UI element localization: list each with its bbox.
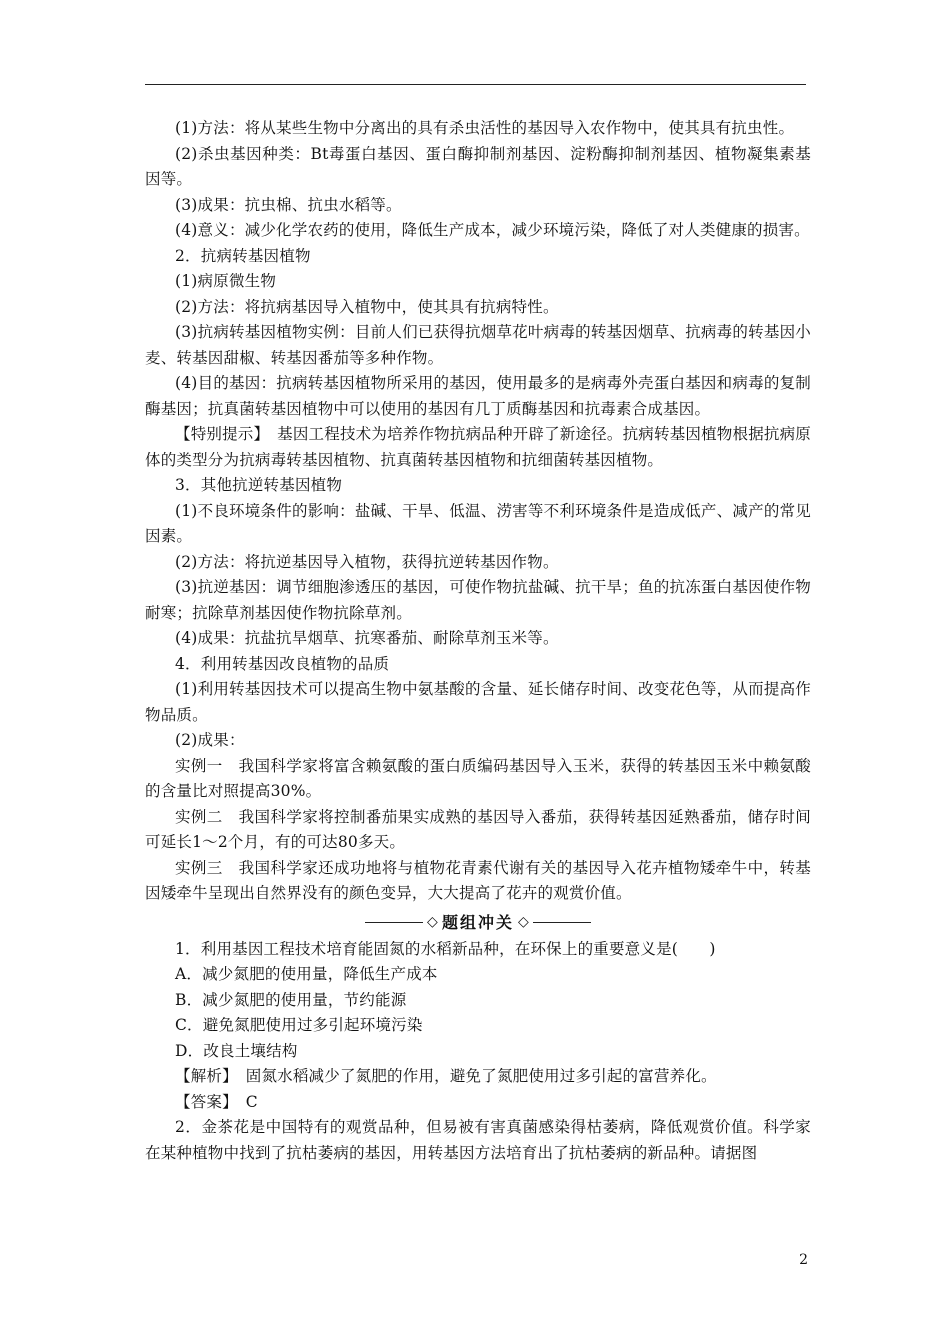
section-title: 题组冲关 (441, 912, 514, 932)
paragraph: (2)杀虫基因种类：Bt毒蛋白基因、蛋白酶抑制剂基因、淀粉酶抑制剂基因、植物凝集素基因等。 (145, 144, 811, 188)
paragraph: (4)成果：抗盐抗旱烟草、抗寒番茄、耐除草剂玉米等。 (175, 629, 559, 647)
paragraph: (2)方法：将抗病基因导入植物中，使其具有抗病特性。 (175, 297, 559, 316)
paragraph: (4)目的基因：抗病转基因植物所采用的基因，使用最多的是病毒外壳蛋白基因和病毒的复制酶基因；抗真菌转基因植物中可以使用的基因有几丁质酶基因和抗毒素合成基因。 (145, 374, 811, 418)
option-a: A．减少氮肥的使用量，降低生产成本 (175, 965, 438, 983)
divider-line-left (365, 922, 423, 923)
paragraph: (2)成果： (175, 731, 245, 749)
example-paragraph: 实例三 我国科学家还成功地将与植物花青素代谢有关的基因导入花卉植物矮牵牛中，转基因矮牵牛呈现出自然界没有的颜色变异，大大提高了花卉的观赏价值。 (145, 858, 811, 902)
option-d: D．改良土壤结构 (175, 1041, 298, 1060)
paragraph: (1)方法：将从某些生物中分离出的具有杀虫活性的基因导入农作物中，使其具有抗虫性。 (175, 119, 795, 137)
diamond-icon: ◇ (427, 913, 438, 930)
section-divider (145, 909, 811, 937)
page-body (145, 116, 811, 1166)
answer: 【答案】 C (175, 1092, 258, 1111)
paragraph: (1)病原微生物 (175, 272, 277, 290)
example-paragraph: 实例二 我国科学家将控制番茄果实成熟的基因导入番茄，获得转基因延熟番茄，储存时间可延长1～2个月，有的可达80多天。 (145, 807, 811, 851)
divider-line-right (533, 922, 591, 923)
special-tip: 【特别提示】 基因工程技术为培养作物抗病品种开辟了新途径。抗病转基因植物根据抗病原体的类型分为抗病毒转基因植物、抗真菌转基因植物和抗细菌转基因植物。 (145, 425, 811, 469)
option-c: C．避免氮肥使用过多引起环境污染 (175, 1016, 423, 1034)
heading-disease-resistant: 2．抗病转基因植物 (175, 246, 311, 265)
question-stem: 1．利用基因工程技术培育能固氮的水稻新品种，在环保上的重要意义是( ) (175, 939, 716, 958)
heading-quality-improvement: 4．利用转基因改良植物的品质 (175, 654, 390, 673)
paragraph: (3)抗逆基因：调节细胞渗透压的基因，可使作物抗盐碱、抗干旱；鱼的抗冻蛋白基因使作物耐寒；抗除草剂基因使作物抗除草剂。 (145, 578, 811, 622)
diamond-icon: ◇ (518, 913, 529, 930)
header-rule (145, 84, 806, 85)
paragraph: (3)成果：抗虫棉、抗虫水稻等。 (175, 195, 402, 214)
option-b: B．减少氮肥的使用量，节约能源 (175, 990, 407, 1009)
paragraph: (4)意义：减少化学农药的使用，降低生产成本，减少环境污染，降低了对人类健康的损害。 (175, 221, 810, 239)
paragraph: (3)抗病转基因植物实例：目前人们已获得抗烟草花叶病毒的转基因烟草、抗病毒的转基因小麦、转基因甜椒、转基因番茄等多种作物。 (145, 323, 811, 367)
paragraph: (1)不良环境条件的影响：盐碱、干旱、低温、涝害等不利环境条件是造成低产、减产的常见因素。 (145, 501, 811, 545)
example-paragraph: 实例一 我国科学家将富含赖氨酸的蛋白质编码基因导入玉米，获得的转基因玉米中赖氨酸的含量比对照提高30%。 (145, 756, 811, 800)
paragraph: (2)方法：将抗逆基因导入植物，获得抗逆转基因作物。 (175, 552, 559, 571)
page-number: 2 (799, 1252, 808, 1268)
heading-stress-resistant: 3．其他抗逆转基因植物 (175, 476, 343, 494)
paragraph: (1)利用转基因技术可以提高生物中氨基酸的含量、延长储存时间、改变花色等，从而提高作物品质。 (145, 680, 811, 724)
analysis: 【解析】 固氮水稻减少了氮肥的作用，避免了氮肥使用过多引起的富营养化。 (175, 1067, 717, 1085)
question-stem: 2．金茶花是中国特有的观赏品种，但易被有害真菌感染得枯萎病，降低观赏价值。科学家在某种植物中找到了抗枯萎病的基因，用转基因方法培育出了抗枯萎病的新品种。请据图 (145, 1118, 811, 1162)
